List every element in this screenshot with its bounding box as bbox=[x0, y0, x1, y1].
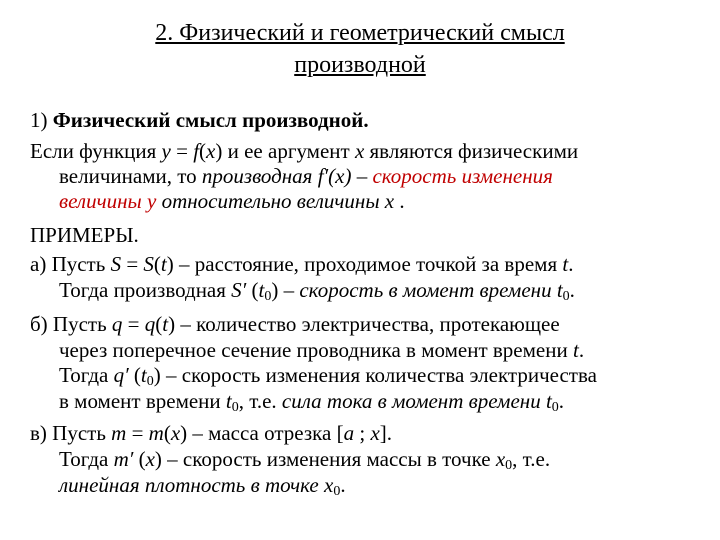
text-fragment: 0 bbox=[231, 400, 239, 415]
text-fragment: ) bbox=[180, 421, 188, 445]
text-fragment: m bbox=[111, 421, 127, 445]
text-fragment: и ее аргумент bbox=[222, 139, 355, 163]
text-fragment: x bbox=[324, 473, 334, 497]
examples-heading: ПРИМЕРЫ. bbox=[30, 223, 139, 247]
text-fragment: x bbox=[170, 421, 181, 445]
text-fragment: S bbox=[143, 252, 154, 276]
text-fragment: q bbox=[111, 312, 123, 336]
text-fragment: б) Пусть bbox=[30, 312, 112, 336]
text-fragment: ) bbox=[168, 312, 176, 336]
text-fragment: ( bbox=[163, 421, 171, 445]
text-fragment: ( bbox=[246, 278, 259, 302]
text-fragment: m bbox=[148, 421, 164, 445]
definition-line-2 bbox=[59, 163, 553, 189]
text-fragment: y bbox=[146, 189, 157, 213]
text-fragment: ( bbox=[199, 139, 207, 163]
text-fragment: f′ bbox=[312, 164, 329, 188]
text-fragment: . bbox=[340, 473, 346, 497]
section-title: Физический смысл производной. bbox=[52, 108, 369, 132]
text-fragment: Если функция bbox=[30, 139, 162, 163]
text-fragment: – масса отрезка [ bbox=[187, 421, 344, 445]
text-fragment: а) Пусть bbox=[30, 252, 111, 276]
text-fragment: 0 bbox=[551, 400, 559, 415]
text-fragment: Тогда производная bbox=[59, 278, 232, 302]
example-b-line-2 bbox=[59, 337, 584, 363]
section-number: 1) bbox=[30, 108, 48, 132]
text-fragment: x bbox=[354, 139, 365, 163]
text-fragment: ) bbox=[166, 252, 174, 276]
text-fragment: S′ bbox=[231, 278, 247, 302]
text-fragment: ]. bbox=[379, 421, 393, 445]
text-fragment: x bbox=[370, 421, 380, 445]
text-fragment: t bbox=[572, 338, 579, 362]
example-c-line-1 bbox=[30, 420, 392, 446]
text-fragment: ) bbox=[153, 363, 161, 387]
text-fragment: Тогда bbox=[59, 363, 114, 387]
text-fragment: f bbox=[193, 139, 200, 163]
text-fragment: (x) bbox=[328, 164, 352, 188]
text-fragment: t bbox=[545, 389, 552, 413]
text-fragment: ( bbox=[153, 252, 161, 276]
text-fragment: сила тока в момент времени bbox=[281, 389, 546, 413]
text-fragment: . bbox=[394, 189, 405, 213]
text-fragment: a bbox=[343, 421, 355, 445]
example-b-line-3 bbox=[59, 362, 597, 388]
text-fragment: 0 bbox=[505, 458, 513, 473]
text-fragment: – количество электричества, протекающее bbox=[175, 312, 560, 336]
text-fragment: t bbox=[562, 252, 569, 276]
text-fragment: – скорость в момент времени bbox=[278, 278, 557, 302]
text-fragment: в) Пусть bbox=[30, 421, 112, 445]
example-b-line-4 bbox=[59, 388, 564, 414]
example-b-line-1 bbox=[30, 311, 560, 337]
text-fragment: ) bbox=[154, 447, 162, 471]
text-fragment: . bbox=[569, 278, 575, 302]
text-fragment: S bbox=[110, 252, 122, 276]
text-fragment: q bbox=[144, 312, 156, 336]
text-fragment: – расстояние, проходимое точкой за время bbox=[173, 252, 563, 276]
example-a-line-1 bbox=[30, 251, 573, 277]
text-fragment: = bbox=[121, 252, 144, 276]
example-c-line-2 bbox=[59, 446, 550, 472]
text-fragment: в момент времени bbox=[59, 389, 226, 413]
text-fragment: ( bbox=[155, 312, 163, 336]
text-fragment: 0 bbox=[333, 484, 341, 499]
text-fragment: . bbox=[558, 389, 565, 413]
text-fragment: . bbox=[568, 252, 574, 276]
text-fragment: Тогда bbox=[59, 447, 114, 471]
text-fragment: , т.е. bbox=[512, 447, 551, 471]
text-fragment: . bbox=[578, 338, 585, 362]
text-fragment: y bbox=[161, 139, 171, 163]
text-fragment: , т.е. bbox=[238, 389, 282, 413]
text-fragment: t bbox=[225, 389, 232, 413]
text-fragment: t bbox=[160, 252, 167, 276]
text-fragment: относительно величины bbox=[156, 189, 385, 213]
slide-title-line-2: производной bbox=[294, 52, 426, 78]
text-fragment: 0 bbox=[562, 289, 570, 304]
example-a-line-2 bbox=[59, 277, 575, 303]
definition-line-3 bbox=[59, 188, 405, 214]
text-fragment: производная bbox=[201, 164, 313, 188]
text-fragment: x bbox=[495, 447, 506, 471]
text-fragment: ) bbox=[215, 139, 223, 163]
text-fragment: x bbox=[145, 447, 155, 471]
text-fragment: m′ bbox=[113, 447, 134, 471]
text-fragment: t bbox=[162, 312, 169, 336]
highlight-rate: скорость изменения bbox=[372, 164, 553, 188]
text-fragment: = bbox=[126, 421, 149, 445]
text-fragment: t bbox=[556, 278, 563, 302]
text-fragment: x bbox=[206, 139, 216, 163]
text-fragment: через поперечное сечение проводника в момент времени bbox=[59, 338, 573, 362]
text-fragment: q′ bbox=[113, 363, 129, 387]
text-fragment: величины bbox=[59, 189, 147, 213]
example-c-line-3 bbox=[59, 472, 346, 498]
text-fragment: = bbox=[122, 312, 145, 336]
text-fragment: – скорость изменения количества электричества bbox=[160, 363, 597, 387]
text-fragment: 0 bbox=[146, 374, 154, 389]
text-fragment: величинами, то bbox=[59, 164, 202, 188]
text-fragment: являются физическими bbox=[364, 139, 579, 163]
text-fragment: t bbox=[140, 363, 147, 387]
text-fragment: ; bbox=[354, 421, 371, 445]
text-fragment: = bbox=[170, 139, 194, 163]
text-fragment: ) bbox=[271, 278, 279, 302]
text-fragment: t bbox=[258, 278, 265, 302]
text-fragment: ( bbox=[128, 363, 141, 387]
text-fragment: – скорость изменения массы в точке bbox=[161, 447, 496, 471]
section-heading bbox=[30, 107, 369, 133]
text-fragment: ( bbox=[133, 447, 146, 471]
text-fragment: x bbox=[384, 189, 395, 213]
text-fragment: линейная плотность в точке bbox=[59, 473, 324, 497]
text-fragment: – bbox=[351, 164, 373, 188]
slide-title-line-1: 2. Физический и геометрический смысл bbox=[155, 20, 565, 46]
text-fragment: 0 bbox=[264, 289, 272, 304]
definition-line-1 bbox=[30, 138, 578, 164]
